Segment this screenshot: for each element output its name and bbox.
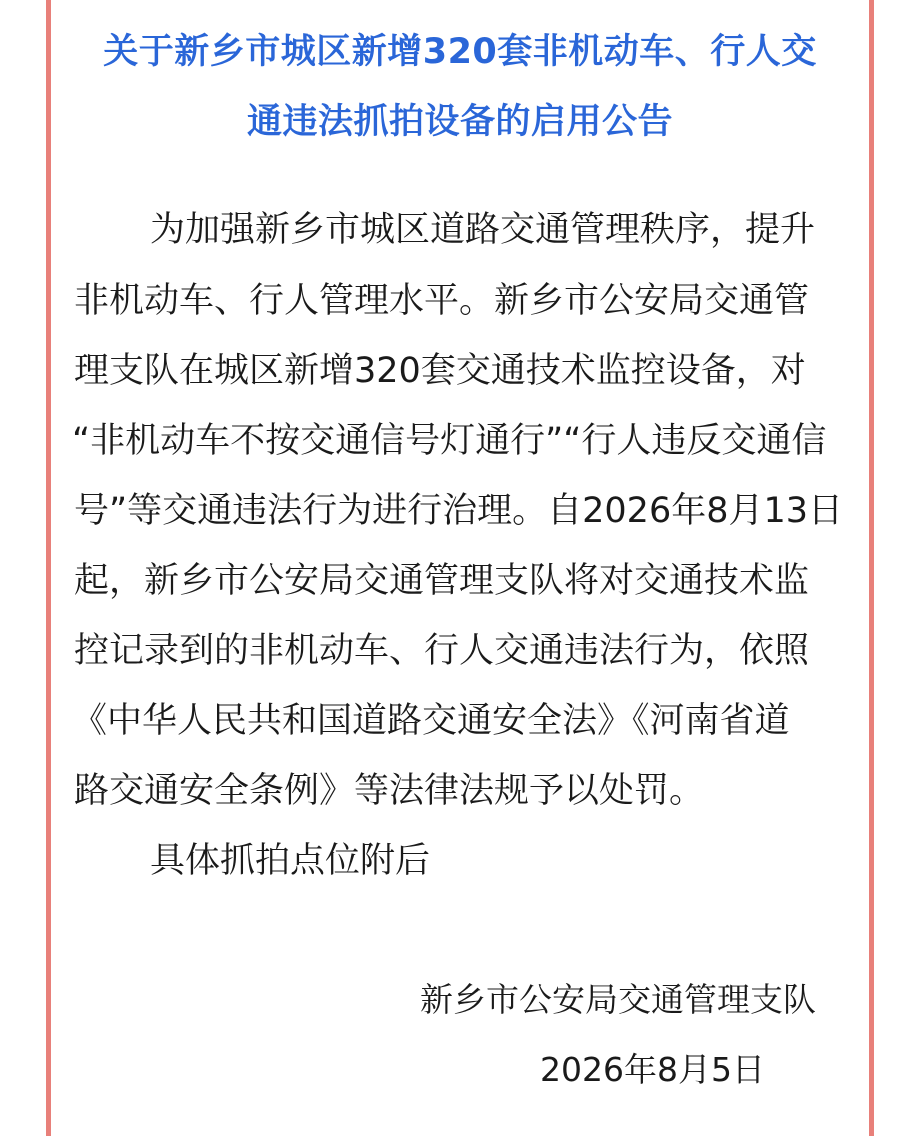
body-line-4: “非机动车不按交通信号灯通行”“行人违反交通信 <box>72 421 827 461</box>
signature-date: 2026年8月5日 <box>540 1050 765 1089</box>
signature-organization: 新乡市公安局交通管理支队 <box>420 980 816 1019</box>
body-line-2: 非机动车、行人管理水平。新乡市公安局交通管 <box>74 281 810 321</box>
body-line-8: 《中华人民共和国道路交通安全法》《河南省道 <box>72 701 790 741</box>
notice-title-line-2: 通违法抓拍设备的启用公告 <box>246 102 673 142</box>
body-line-3: 理支队在城区新增320套交通技术监控设备，对 <box>74 351 806 391</box>
body-line-5: 号”等交通违法行为进行治理。自2026年8月13日 <box>74 491 844 531</box>
body-line-6: 起，新乡市公安局交通管理支队将对交通技术监 <box>74 561 810 601</box>
notice-title-line-1: 关于新乡市城区新增320套非机动车、行人交 <box>103 32 817 72</box>
body-line-1: 为加强新乡市城区道路交通管理秩序，提升 <box>150 210 816 250</box>
body-line-9: 路交通安全条例》等法律法规予以处罚。 <box>74 771 705 811</box>
body-line-10: 具体抓拍点位附后 <box>150 841 431 881</box>
body-line-7: 控记录到的非机动车、行人交通违法行为，依照 <box>74 631 810 671</box>
